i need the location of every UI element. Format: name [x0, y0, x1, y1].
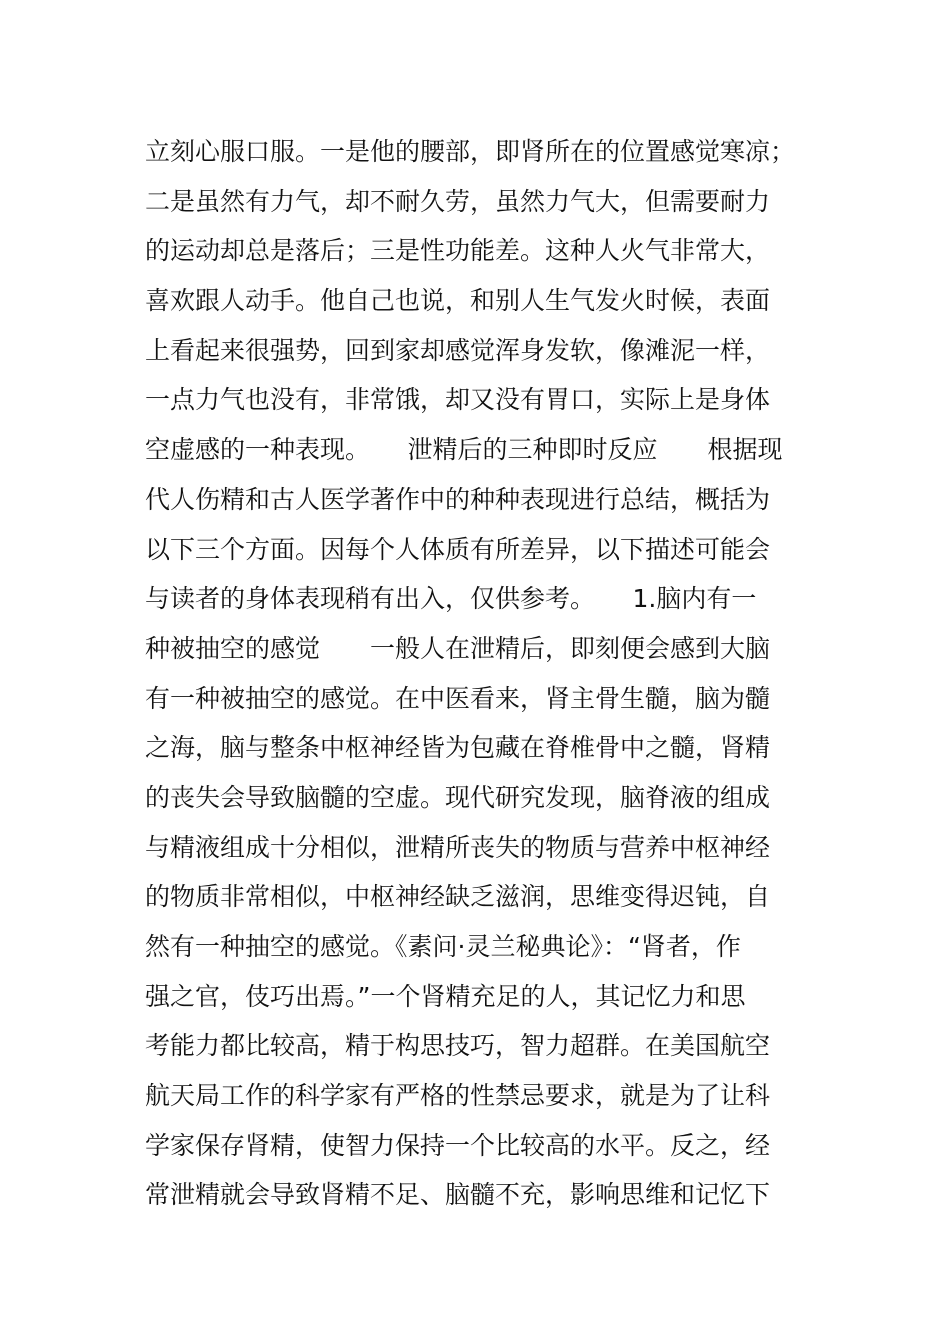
body-text: [145, 127, 825, 1220]
text-line: 空虚感的一种表现。 泄精后的三种即时反应 根据现: [145, 435, 783, 465]
text-line: 的丧失会导致脑髓的空虚。现代研究发现，脑脊液的组成: [145, 782, 771, 812]
text-line: 之海，脑与整条中枢神经皆为包藏在脊椎骨中之髓，肾精: [145, 733, 771, 763]
text-line: 与读者的身体表现稍有出入，仅供参考。 1.脑内有一: [145, 584, 757, 614]
text-line: 的物质非常相似，中枢神经缺乏滋润，思维变得迟钝，自: [145, 882, 771, 912]
text-line: 强之官，伎巧出焉。”一个肾精充足的人，其记忆力和思: [145, 981, 746, 1011]
text-line: 航天局工作的科学家有严格的性禁忌要求，就是为了让科: [145, 1081, 771, 1111]
text-line: 以下三个方面。因每个人体质有所差异，以下描述可能会: [145, 534, 771, 564]
text-line: 二是虽然有力气，却不耐久劳，虽然力气大，但需要耐力: [145, 186, 771, 216]
text-line: 种被抽空的感觉 一般人在泄精后，即刻便会感到大脑: [145, 633, 771, 663]
text-line: 喜欢跟人动手。他自己也说，和别人生气发火时候，表面: [145, 286, 771, 316]
text-line: 有一种被抽空的感觉。在中医看来，肾主骨生髓，脑为髓: [145, 683, 771, 713]
text-line: 一点力气也没有，非常饿，却又没有胃口，实际上是身体: [145, 385, 771, 415]
text-line: 考能力都比较高，精于构思技巧，智力超群。在美国航空: [145, 1031, 771, 1061]
text-line: 的运动却总是落后；三是性功能差。这种人火气非常大，: [145, 236, 771, 266]
text-line: 学家保存肾精，使智力保持一个比较高的水平。反之，经: [145, 1130, 771, 1160]
text-line: 与精液组成十分相似，泄精所丧失的物质与营养中枢神经: [145, 832, 771, 862]
text-line: 立刻心服口服。一是他的腰部，即肾所在的位置感觉寒凉；: [145, 137, 796, 166]
text-line: 代人伤精和古人医学著作中的种种表现进行总结，概括为: [145, 484, 771, 514]
text-line: 上看起来很强势，回到家却感觉浑身发软，像滩泥一样，: [145, 335, 771, 365]
text-line: 然有一种抽空的感觉。《素问·灵兰秘典论》：“肾者，作: [145, 932, 741, 961]
text-line: 常泄精就会导致肾精不足、脑髓不充，影响思维和记忆下: [145, 1180, 771, 1210]
